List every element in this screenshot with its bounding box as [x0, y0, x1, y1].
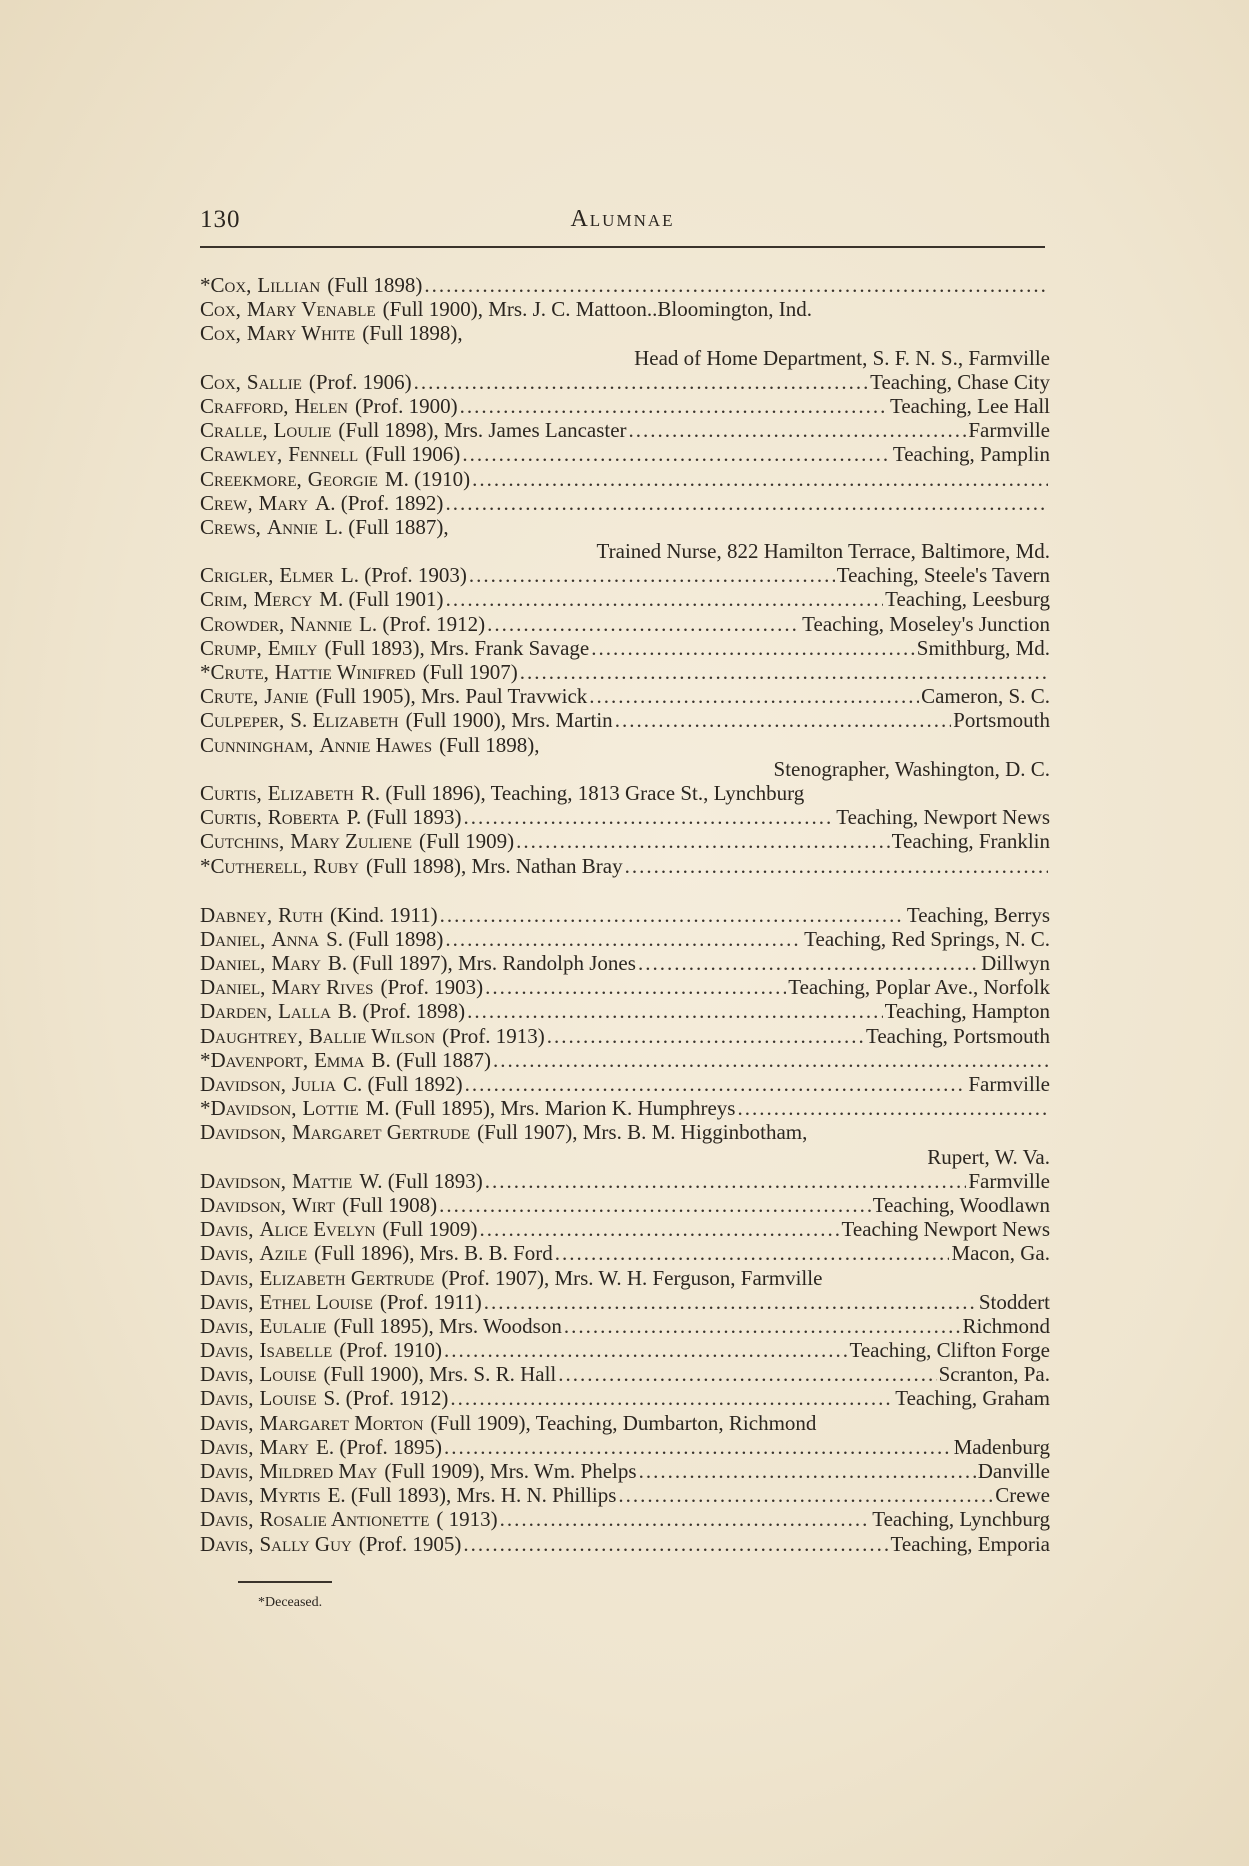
- entry-continuation: Head of Home Department, S. F. N. S., Farmville: [634, 345, 1050, 370]
- entry-detail: B. (Full 1887): [371, 1047, 492, 1072]
- entry-detail: C. (Full 1892): [342, 1072, 463, 1096]
- dot-leader: [547, 1024, 864, 1048]
- entry-given-name: Nannie: [290, 611, 353, 636]
- dot-leader: [629, 418, 967, 442]
- entry-surname: Davis,: [200, 1289, 254, 1314]
- entry-given-name: Julia: [291, 1072, 336, 1096]
- alumna-entry: [200, 999, 1050, 1023]
- entry-destination: Teaching Newport News: [841, 1217, 1050, 1242]
- entry-detail: M. (Full 1895), Mrs. Marion K. Humphreys: [365, 1096, 736, 1121]
- alumna-entry: [200, 273, 1050, 297]
- entry-destination: Teaching, Steele's Tavern: [836, 563, 1050, 588]
- alumna-entry: [200, 708, 1050, 732]
- alumna-entry: [200, 1024, 1050, 1048]
- entry-detail: (Full 1909), Teaching, Dumbarton, Richmond: [430, 1410, 817, 1435]
- entry-surname: *Cox,: [200, 273, 252, 297]
- entry-surname: Culpeper,: [200, 708, 285, 733]
- alumna-entry: [200, 1266, 1050, 1290]
- entry-surname: Crowder,: [200, 611, 285, 636]
- alumna-entry: [200, 1532, 1050, 1556]
- entry-surname: Cutchins,: [200, 829, 285, 854]
- entry-given-name: Azile: [259, 1241, 308, 1266]
- entry-surname: Darden,: [200, 999, 273, 1024]
- alumna-entry: [200, 1386, 1050, 1410]
- entry-detail: E. (Full 1893), Mrs. H. N. Phillips: [327, 1483, 617, 1508]
- entry-detail: (Full 1898), Mrs. James Lancaster: [338, 418, 627, 443]
- alumna-entry: [200, 951, 1050, 975]
- entry-given-name: Elmer: [279, 563, 334, 588]
- entry-surname: Davis,: [200, 1459, 254, 1483]
- entry-detail: (Prof. 1913): [442, 1023, 545, 1048]
- entry-detail: (Full 1909): [382, 1217, 478, 1242]
- dot-leader: [737, 1096, 1048, 1120]
- entry-surname: Davis,: [200, 1386, 254, 1411]
- dot-leader: [467, 999, 883, 1023]
- entry-destination: Teaching, Franklin: [891, 829, 1050, 854]
- alumna-entry: [200, 1338, 1050, 1362]
- entry-surname: Cralle,: [200, 418, 268, 443]
- entry-surname: Cox,: [200, 321, 241, 346]
- entry-surname: Daniel,: [200, 975, 266, 1000]
- dot-leader: [500, 1507, 871, 1531]
- dot-leader: [493, 1048, 1048, 1072]
- alumna-entry: [200, 587, 1050, 611]
- entry-given-name: Ruth: [278, 902, 323, 927]
- dot-leader: [639, 1459, 976, 1483]
- dot-leader: [520, 660, 1048, 684]
- entry-surname: Davis,: [200, 1362, 254, 1387]
- footnote: *Deceased.: [258, 1595, 323, 1610]
- entry-destination: Teaching, Red Springs, N. C.: [804, 926, 1050, 951]
- entry-surname: Davis,: [200, 1410, 254, 1435]
- alumna-entry: [200, 927, 1050, 951]
- entry-destination: Macon, Ga.: [951, 1241, 1050, 1266]
- alumna-entry: [200, 1072, 1050, 1096]
- entry-detail: (Prof. 1906): [308, 369, 412, 394]
- entry-surname: *Cutherell,: [200, 853, 308, 878]
- entry-detail: (Full 1895), Mrs. Woodson: [333, 1313, 562, 1338]
- alumna-entry: [200, 491, 1050, 515]
- dot-leader: [460, 394, 888, 418]
- entry-destination: Teaching, Newport News: [836, 805, 1050, 830]
- entry-given-name: Myrtis: [259, 1483, 321, 1508]
- entry-destination: Scranton, Pa.: [938, 1362, 1050, 1387]
- entry-surname: Daniel,: [200, 926, 266, 951]
- entry-surname: Crawley,: [200, 442, 283, 467]
- entry-detail: (Full 1908): [342, 1192, 438, 1217]
- entry-destination: Cameron, S. C.: [921, 684, 1050, 709]
- dot-leader: [444, 1338, 848, 1362]
- dot-leader: [485, 1169, 967, 1193]
- entry-given-name: Elizabeth Gertrude: [259, 1265, 435, 1290]
- entry-detail: (Prof. 1910): [339, 1338, 442, 1363]
- alumna-entry: [200, 1290, 1050, 1314]
- entry-surname: Crump,: [200, 635, 262, 660]
- entry-detail: ( 1913): [436, 1507, 498, 1532]
- entry-detail: (Full 1893), Mrs. Frank Savage: [324, 635, 590, 660]
- entry-detail: L. (Full 1887),: [324, 514, 449, 539]
- dot-leader: [487, 612, 800, 636]
- dot-leader: [465, 1072, 967, 1096]
- dot-leader: [625, 854, 1048, 878]
- dot-leader: [479, 1217, 839, 1241]
- entry-destination: Danville: [977, 1459, 1050, 1483]
- dot-leader: [463, 1532, 888, 1556]
- entry-detail: (Full 1898): [327, 273, 423, 297]
- alumna-entry: [200, 1169, 1050, 1193]
- entry-given-name: Louise: [259, 1362, 317, 1387]
- alumna-entry: [200, 854, 1050, 878]
- alumna-entry: [200, 297, 1050, 321]
- alumna-entry: [200, 829, 1050, 853]
- entry-surname: Davis,: [200, 1531, 254, 1556]
- entry-given-name: Mildred May: [259, 1459, 378, 1483]
- entry-surname: Davis,: [200, 1338, 254, 1363]
- alumna-entry: [200, 418, 1050, 442]
- entry-given-name: Janie: [264, 684, 309, 709]
- entry-given-name: Mary Rives: [271, 975, 374, 1000]
- alumna-entry: [200, 975, 1050, 999]
- entry-given-name: Rosalie Antionette: [259, 1507, 430, 1532]
- entry-surname: Davis,: [200, 1217, 254, 1242]
- alumna-entry: [200, 467, 1050, 491]
- dot-leader: [618, 1483, 993, 1507]
- entry-given-name: Mary: [259, 1434, 309, 1459]
- entry-detail: (Full 1909): [419, 829, 515, 854]
- alumna-entry: [200, 1217, 1050, 1241]
- entry-destination: Teaching, Clifton Forge: [849, 1338, 1050, 1363]
- entry-destination: Stoddert: [978, 1289, 1050, 1314]
- entry-destination: Richmond: [962, 1313, 1050, 1338]
- entry-surname: *Davidson,: [200, 1096, 297, 1121]
- entry-destination: Teaching, Moseley's Junction: [802, 611, 1050, 636]
- entry-given-name: Mary: [271, 951, 321, 976]
- entry-destination: Smithburg, Md.: [916, 635, 1050, 660]
- entry-surname: Daniel,: [200, 951, 266, 976]
- entry-detail: B. (Prof. 1898): [337, 999, 466, 1024]
- dot-leader: [558, 1362, 936, 1386]
- alumna-entry: [200, 1435, 1050, 1459]
- alumna-entry: [200, 1507, 1050, 1531]
- alumna-entry: [200, 370, 1050, 394]
- entry-detail: (Prof. 1907), Mrs. W. H. Ferguson, Farmville: [441, 1265, 823, 1290]
- dot-leader: [445, 927, 802, 951]
- entry-surname: Davidson,: [200, 1120, 286, 1145]
- entry-detail: L. (Prof. 1903): [340, 563, 467, 588]
- entry-surname: Davis,: [200, 1507, 254, 1532]
- entry-given-name: Loulie: [273, 418, 332, 443]
- entry-given-name: Roberta: [267, 805, 340, 830]
- entry-detail: S. (Full 1898): [326, 926, 444, 951]
- entry-given-name: Anna: [271, 926, 320, 951]
- entry-detail: (Full 1905), Mrs. Paul Travwick: [315, 684, 588, 709]
- entry-detail: (Full 1907), Mrs. B. M. Higginbotham,: [477, 1120, 808, 1145]
- dot-leader: [462, 442, 891, 466]
- dot-leader: [446, 587, 884, 611]
- alumna-entry: [200, 1362, 1050, 1386]
- alumna-entry: [200, 1314, 1050, 1338]
- entry-destination: Teaching, Hampton: [884, 999, 1050, 1024]
- entry-destination: Teaching, Emporia: [890, 1531, 1050, 1556]
- alumna-entry: [200, 636, 1050, 660]
- dot-leader: [450, 1386, 893, 1410]
- entry-given-name: Sallie: [246, 369, 302, 394]
- entry-detail: (Full 1898), Mrs. Nathan Bray: [365, 853, 623, 878]
- entry-given-name: Elizabeth: [267, 780, 354, 805]
- entry-detail: E. (Prof. 1895): [316, 1434, 442, 1459]
- entry-detail: (Kind. 1911): [329, 902, 438, 927]
- dot-leader: [516, 829, 890, 853]
- entry-surname: Crews,: [200, 514, 261, 539]
- entry-surname: Dabney,: [200, 902, 273, 927]
- entry-continuation: Stenographer, Washington, D. C.: [773, 756, 1050, 781]
- entry-surname: Davis,: [200, 1434, 254, 1459]
- header-rule: [200, 246, 1045, 248]
- entry-surname: *Davenport,: [200, 1047, 309, 1072]
- entry-detail: A. (Prof. 1892): [315, 490, 444, 515]
- entry-detail: (Prof. 1911): [379, 1289, 482, 1314]
- entry-given-name: Emma: [314, 1047, 365, 1072]
- entry-given-name: Alice Evelyn: [259, 1217, 376, 1242]
- running-title: Alumnae: [570, 206, 675, 232]
- entry-detail: (Full 1900), Mrs. J. C. Mattoon..Bloomington, Ind.: [382, 297, 812, 322]
- entry-destination: Teaching, Portsmouth: [865, 1023, 1050, 1048]
- alumna-entry: [200, 1048, 1050, 1072]
- entry-detail: (Prof. 1900): [354, 393, 458, 418]
- entry-surname: Davidson,: [200, 1072, 286, 1096]
- entry-detail: (Full 1900), Mrs. S. R. Hall: [323, 1362, 557, 1387]
- dot-leader: [472, 467, 1048, 491]
- entry-detail: M. (1910): [384, 466, 471, 491]
- entry-destination: Teaching, Graham: [895, 1386, 1050, 1411]
- entry-destination: Teaching, Lee Hall: [889, 393, 1050, 418]
- alumna-entry: [200, 394, 1050, 418]
- dot-leader: [439, 1193, 871, 1217]
- alumna-entry: [200, 321, 1050, 345]
- entry-detail: W. (Full 1893): [359, 1168, 483, 1193]
- entry-given-name: Mercy: [253, 587, 313, 612]
- alumna-entry: [200, 1459, 1050, 1483]
- dot-leader: [444, 1435, 952, 1459]
- alumna-entry: [200, 515, 1050, 539]
- alumnae-list: [200, 273, 1050, 1556]
- entry-given-name: Wirt: [291, 1192, 336, 1217]
- entry-given-name: Mattie: [291, 1168, 353, 1193]
- alumna-entry: [200, 1096, 1050, 1120]
- entry-given-name: Annie: [266, 514, 318, 539]
- entry-detail: (Full 1900), Mrs. Martin: [405, 708, 613, 733]
- entry-surname: Cox,: [200, 297, 241, 322]
- entry-destination: Farmville: [968, 418, 1050, 443]
- entry-destination: Teaching, Chase City: [870, 369, 1050, 394]
- entry-surname: *Crute,: [200, 660, 269, 684]
- entry-detail: (Prof. 1905): [358, 1531, 462, 1556]
- entry-surname: Curtis,: [200, 805, 262, 830]
- dot-leader: [469, 563, 835, 587]
- alumna-entry: [200, 684, 1050, 708]
- entry-destination: Portsmouth: [953, 708, 1050, 733]
- entry-surname: Davis,: [200, 1483, 254, 1508]
- entry-detail: (Full 1906): [365, 442, 461, 467]
- entry-surname: Crigler,: [200, 563, 274, 588]
- entry-surname: Crafford,: [200, 393, 289, 418]
- entry-given-name: Ballie Wilson: [308, 1023, 436, 1048]
- entry-given-name: Lillian: [257, 273, 321, 297]
- dot-leader: [615, 708, 951, 732]
- section-gap: [200, 878, 1050, 903]
- entry-given-name: Mary White: [246, 321, 356, 346]
- entry-destination: Teaching, Leesburg: [885, 587, 1050, 612]
- entry-destination: Madenburg: [953, 1434, 1050, 1459]
- entry-surname: Creekmore,: [200, 466, 302, 491]
- entry-given-name: Sally Guy: [259, 1531, 352, 1556]
- entry-detail: P. (Full 1893): [346, 805, 462, 830]
- alumna-entry: [200, 1193, 1050, 1217]
- entry-given-name: Isabelle: [259, 1338, 333, 1363]
- entry-detail: L. (Prof. 1912): [359, 611, 486, 636]
- entry-detail: (Full 1907): [422, 660, 518, 684]
- entry-given-name: Margaret Gertrude: [291, 1120, 471, 1145]
- entry-destination: Teaching, Woodlawn: [872, 1192, 1050, 1217]
- entry-detail: (Full 1909), Mrs. Wm. Phelps: [384, 1459, 637, 1483]
- entry-given-name: Ruby: [313, 853, 359, 878]
- entry-given-name: Annie Hawes: [319, 732, 433, 757]
- entry-surname: Davidson,: [200, 1168, 286, 1193]
- entry-surname: Davis,: [200, 1313, 254, 1338]
- entry-given-name: Georgie: [307, 466, 378, 491]
- entry-given-name: Lalla: [278, 999, 331, 1024]
- entry-detail: (Full 1896), Mrs. B. B. Ford: [314, 1241, 553, 1266]
- entry-given-name: Lottie: [302, 1096, 359, 1121]
- page-number: 130: [200, 206, 241, 233]
- alumna-entry: [200, 903, 1050, 927]
- dot-leader: [589, 684, 919, 708]
- entry-destination: Teaching, Pamplin: [892, 442, 1050, 467]
- entry-given-name: Mary Zuliene: [290, 829, 413, 854]
- entry-given-name: Eulalie: [259, 1313, 327, 1338]
- entry-detail: (Full 1898),: [439, 732, 540, 757]
- entry-destination: Teaching, Berrys: [906, 902, 1050, 927]
- entry-detail: M. (Full 1901): [319, 587, 444, 612]
- alumna-entry: [200, 733, 1050, 757]
- dot-leader: [591, 636, 915, 660]
- entry-destination: Farmville: [968, 1072, 1050, 1096]
- footnote-rule: [238, 1581, 332, 1583]
- entry-given-name: Margaret Morton: [259, 1410, 424, 1435]
- entry-given-name: Ethel Louise: [259, 1289, 373, 1314]
- entry-surname: Davis,: [200, 1241, 254, 1266]
- entry-destination: Teaching, Lynchburg: [872, 1507, 1050, 1532]
- entry-surname: Daughtrey,: [200, 1023, 303, 1048]
- entry-given-name: Mary: [258, 490, 309, 515]
- alumna-entry: [200, 442, 1050, 466]
- entry-surname: Crew,: [200, 490, 253, 515]
- running-head: [200, 206, 1045, 240]
- alumna-entry: [200, 660, 1050, 684]
- entry-surname: Davis,: [200, 1265, 254, 1290]
- entry-surname: Curtis,: [200, 780, 262, 805]
- entry-detail: R. (Full 1896), Teaching, 1813 Grace St., Lynchburg: [360, 780, 805, 805]
- alumna-entry: [200, 1483, 1050, 1507]
- entry-given-name: Helen: [294, 393, 348, 418]
- alumna-entry: [200, 1411, 1050, 1435]
- entry-given-name: Emily: [267, 635, 318, 660]
- entry-given-name: Mary Venable: [246, 297, 376, 322]
- alumna-entry: [200, 781, 1050, 805]
- entry-surname: Crim,: [200, 587, 248, 612]
- entry-given-name: Hattie Winifred: [274, 660, 416, 684]
- dot-leader: [638, 951, 979, 975]
- entry-detail: (Full 1898),: [362, 321, 463, 346]
- entry-continuation: Trained Nurse, 822 Hamilton Terrace, Baltimore, Md.: [596, 539, 1050, 564]
- entry-destination: Crewe: [995, 1483, 1050, 1508]
- alumna-entry: [200, 612, 1050, 636]
- dot-leader: [555, 1241, 950, 1265]
- entry-detail: (Prof. 1903): [380, 975, 484, 1000]
- entry-surname: Cox,: [200, 369, 241, 394]
- entry-surname: Crute,: [200, 684, 259, 709]
- entry-surname: Davidson,: [200, 1192, 286, 1217]
- entry-destination: Teaching, Poplar Ave., Norfolk: [788, 975, 1050, 1000]
- entry-given-name: S. Elizabeth: [290, 708, 399, 733]
- entry-surname: Cunningham,: [200, 732, 314, 757]
- alumna-entry: [200, 563, 1050, 587]
- entry-given-name: Fennell: [288, 442, 359, 467]
- entry-detail: S. (Prof. 1912): [323, 1386, 449, 1411]
- dot-leader: [440, 903, 905, 927]
- dot-leader: [414, 370, 869, 394]
- dot-leader: [564, 1314, 961, 1338]
- dot-leader: [464, 805, 835, 829]
- dot-leader: [485, 975, 786, 999]
- dot-leader: [445, 491, 1048, 515]
- entry-given-name: Louise: [259, 1386, 317, 1411]
- entry-detail: B. (Full 1897), Mrs. Randolph Jones: [327, 951, 636, 976]
- dot-leader: [484, 1290, 977, 1314]
- alumna-entry: [200, 1120, 1050, 1144]
- entry-continuation: Rupert, W. Va.: [927, 1144, 1050, 1169]
- dot-leader: [424, 273, 1048, 297]
- entry-destination: Dillwyn: [981, 951, 1050, 976]
- entry-destination: Farmville: [968, 1168, 1050, 1193]
- alumna-entry: [200, 805, 1050, 829]
- alumna-entry: [200, 1241, 1050, 1265]
